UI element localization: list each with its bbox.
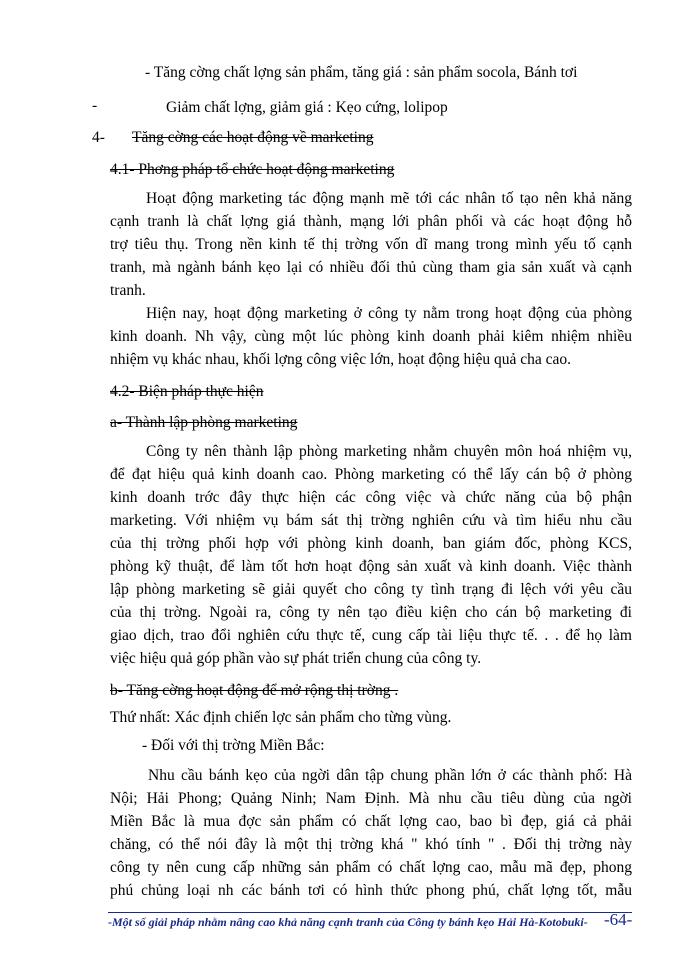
paragraph-line: lập phòng marketing sẽ giải quyết cho công ty tình trạng đi lệch với yêu cầu	[110, 581, 632, 598]
paragraph-line: của thị trờng. Ngoài ra, công ty nên tạo điều kiện cho cán bộ marketing đi	[110, 604, 632, 621]
paragraph-line: Hiện nay, hoạt động marketing ở công ty nằm trong hoạt động của phòng	[146, 305, 632, 322]
section-4-number: 4-	[92, 129, 105, 146]
section-4-1-title: 4.1- Phơng pháp tổ chức hoạt động marketing	[110, 161, 395, 178]
paragraph-line: tranh.	[110, 282, 146, 299]
paragraph-line: Nội; Hải Phong; Quảng Ninh; Nam Định. Mà nhu cầu tiêu dùng của ngời	[110, 790, 632, 807]
paragraph-line: tranh, mà ngành bánh kẹo lại có nhiều đối thủ cùng tham gia sản xuất và cạnh	[110, 259, 632, 276]
page-number: -64-	[604, 910, 633, 929]
bullet-increase-quality: - Tăng cờng chất lợng sản phẩm, tăng giá : sản phẩm socola, Bánh tơi	[145, 64, 578, 81]
paragraph-line: phòng kỹ thuật, để làm tốt hơn hoạt động sản xuất và kinh doanh. Việc thành	[110, 558, 632, 575]
paragraph-line: việc hiệu quả góp phần vào sự phát triển chung của công ty.	[110, 650, 482, 667]
subsection-a-title: a- Thành lập phòng marketing	[110, 414, 298, 431]
bullet-decrease-quality: Giảm chất lợng, giảm giá : Kẹo cứng, lolipop	[166, 99, 448, 116]
section-4-2-title: 4.2- Biện pháp thực hiện	[110, 383, 264, 400]
footer-title: -Một số giải pháp nhằm nâng cao khả năng cạnh tranh của Công ty bánh kẹo Hải Hà-Kotobuki-	[108, 915, 588, 929]
paragraph-line: chăng, có thể nói đây là một thị trờng khá " khó tính " . Đối thị trờng này	[110, 836, 632, 853]
paragraph-line: của thị trờng phối hợp với phòng kinh doanh, ban giám đốc, phòng KCS,	[110, 535, 632, 552]
paragraph-line: kinh doanh. Nh vậy, cùng một lúc phòng kinh doanh phải kiêm nhiệm nhiều	[110, 328, 632, 345]
paragraph-line: Hoạt động marketing tác động mạnh mẽ tới các nhân tố tạo nên khả năng	[146, 190, 632, 207]
north-market-heading: - Đối với thị trờng Miền Bắc:	[142, 737, 325, 754]
paragraph-line: để đạt hiệu quả kinh doanh cao. Phòng marketing có thể lấy cán bộ ở phòng	[110, 466, 632, 483]
first-strategy-line: Thứ nhất: Xác định chiến lợc sản phẩm cho từng vùng.	[110, 709, 452, 726]
subsection-b-title: b- Tăng cờng hoạt động để mở rộng thị trờng .	[110, 682, 399, 699]
paragraph-line: giao dịch, trao đổi nghiên cứu thực tế, cung cấp tài liệu thực tế. . . để họ làm	[110, 627, 632, 644]
paragraph-line: Công ty nên thành lập phòng marketing nhằm chuyên môn hoá nhiệm vụ,	[146, 443, 632, 460]
paragraph-line: công ty nên cung cấp những sản phẩm có chất lợng cao, mẫu mã đẹp, phong	[110, 859, 632, 876]
paragraph-line: cạnh tranh là chất lợng giá thành, mạng lới phân phối và các hoạt động hỗ	[110, 213, 632, 230]
paragraph-line: marketing. Với nhiệm vụ bám sát thị trờng nghiên cứu và tìm hiểu nhu cầu	[110, 512, 632, 529]
paragraph-line: phú chủng loại nh các bánh tơi có hình thức phong phú, chất lợng tốt, mẫu	[110, 882, 632, 899]
section-4-title: Tăng cờng các hoạt động về marketing	[132, 129, 374, 146]
bullet-dash: -	[92, 97, 98, 114]
paragraph-line: Miền Bắc là mua đợc sản phẩm có chất lợng cao, bao bì đẹp, giá cả phải	[110, 813, 632, 830]
footer-divider	[108, 912, 632, 913]
paragraph-line: nhiệm vụ khác nhau, khối lợng công việc lớn, hoạt động hiệu quả cha cao.	[110, 351, 572, 368]
paragraph-line: trợ tiêu thụ. Trong nền kinh tế thị trờng vốn dĩ mang trong mình yếu tố cạnh	[110, 236, 632, 253]
paragraph-line: kinh doanh trớc đây thực hiện các công việc và chức năng của bộ phận	[110, 489, 632, 506]
paragraph-line: Nhu cầu bánh kẹo của ngời dân tập chung phần lớn ở các thành phố: Hà	[148, 767, 632, 784]
